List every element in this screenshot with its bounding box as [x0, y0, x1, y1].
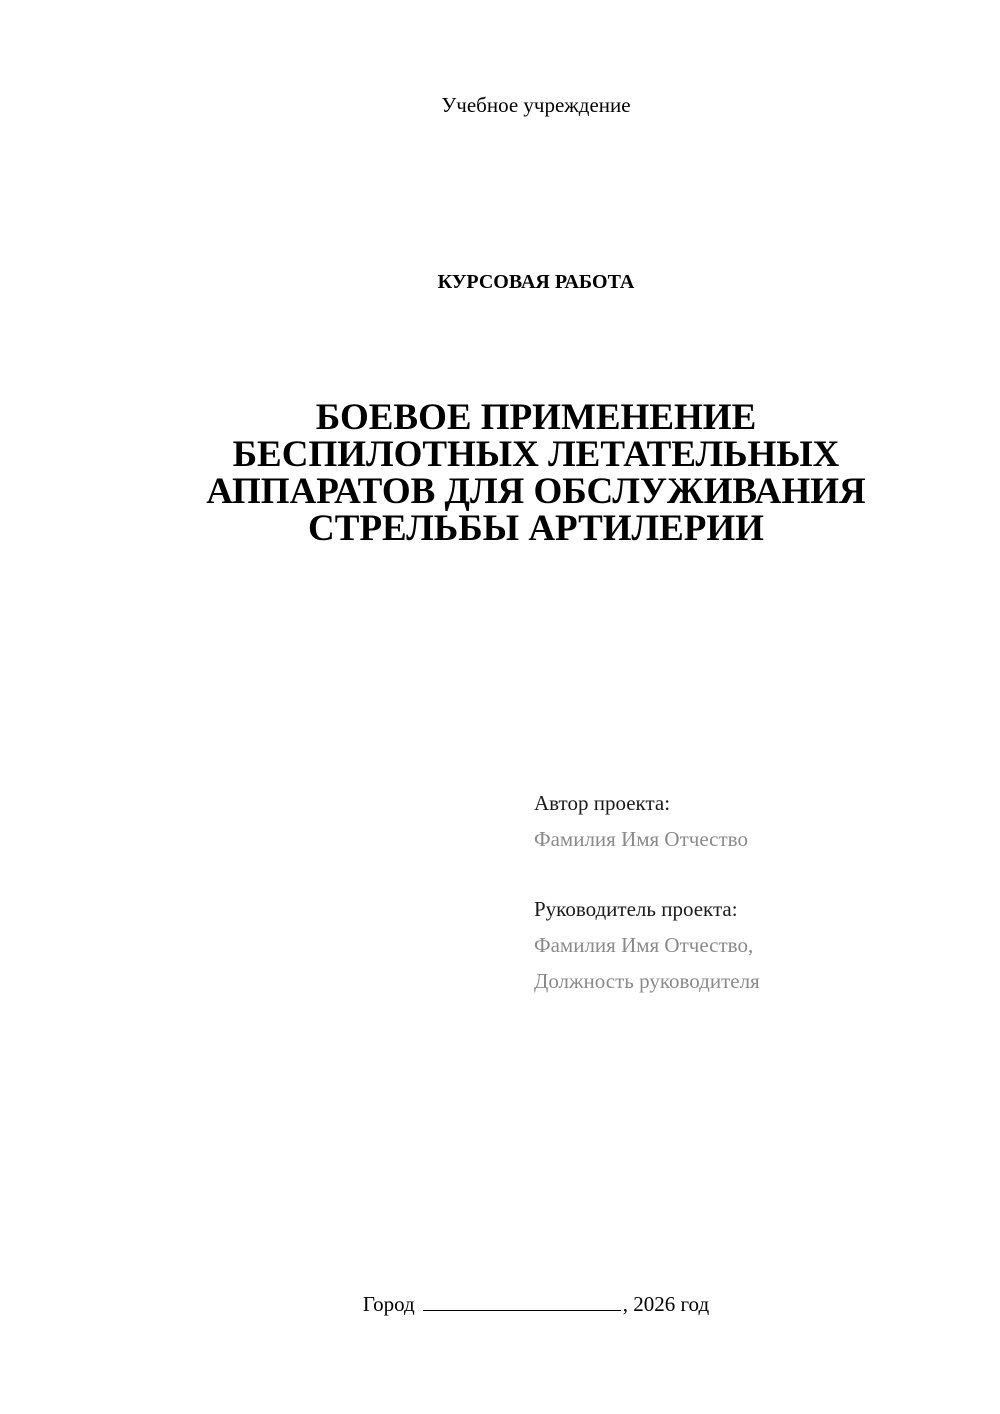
title-line: БЕСПИЛОТНЫХ ЛЕТАТЕЛЬНЫХ — [232, 434, 840, 475]
supervisor-position: Должность руководителя — [534, 969, 760, 993]
city-year-line — [0, 1290, 1000, 1318]
city-blank-line — [423, 1290, 621, 1311]
supervisor-label: Руководитель проекта: — [534, 897, 738, 921]
title-line: БОЕВОЕ ПРИМЕНЕНИЕ — [315, 397, 757, 438]
city-label: Город — [362, 1292, 415, 1316]
document-title — [150, 399, 922, 547]
title-line: СТРЕЛЬБЫ АРТИЛЕРИИ — [308, 508, 764, 549]
year-label: , 2026 год — [622, 1292, 710, 1316]
supervisor-block — [534, 891, 974, 999]
institution-name: Учебное учреждение — [441, 93, 631, 117]
author-label: Автор проекта: — [534, 791, 671, 815]
title-line: АППАРАТОВ ДЛЯ ОБСЛУЖИВАНИЯ — [206, 471, 866, 512]
document-type: КУРСОВАЯ РАБОТА — [437, 271, 635, 293]
author-name: Фамилия Имя Отчество — [534, 827, 748, 851]
author-block — [534, 785, 974, 857]
supervisor-name: Фамилия Имя Отчество, — [534, 933, 754, 957]
